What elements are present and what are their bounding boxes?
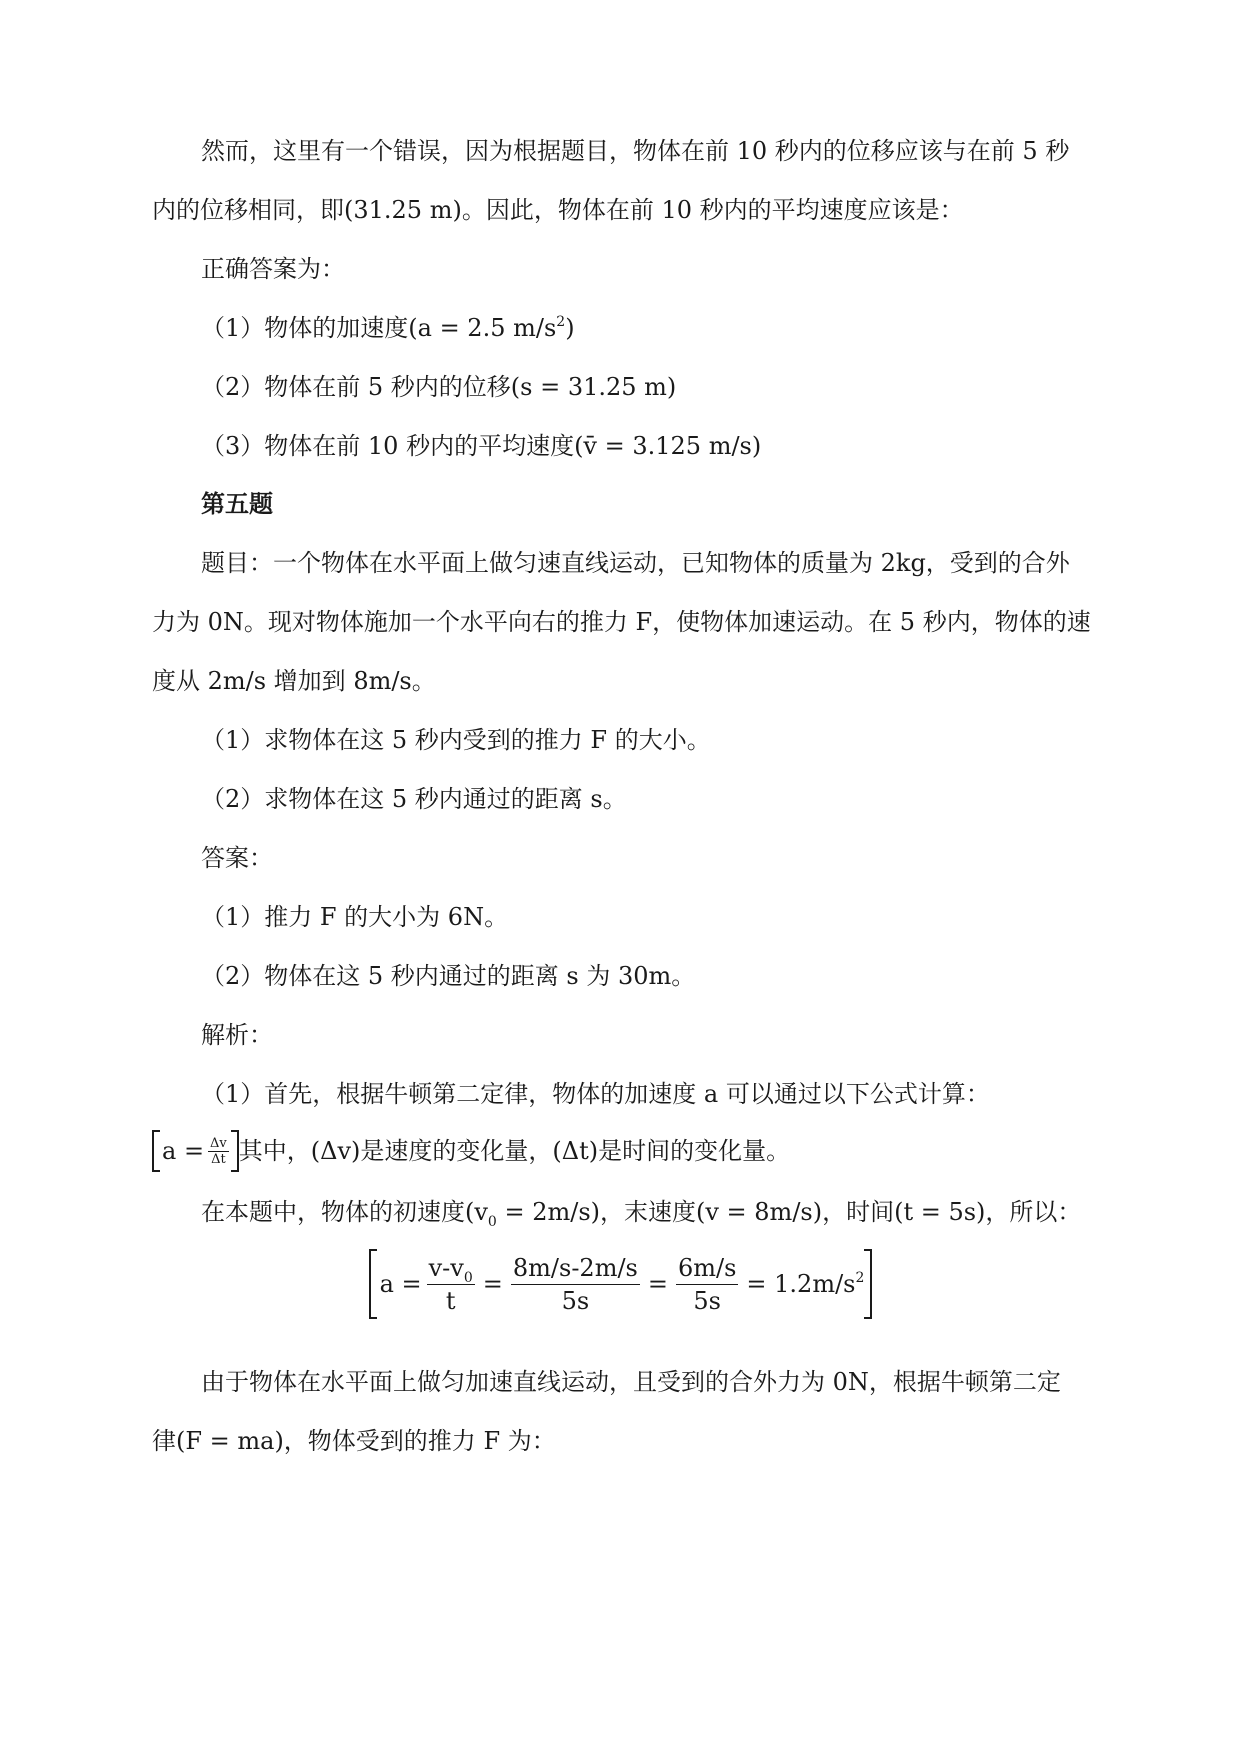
numerator: Δv [210,1135,227,1151]
paragraph-line: 正确答案为： [201,255,345,283]
paragraph-line: 答案： [201,844,273,872]
answer-item: （2）物体在前 5 秒内的位移(s = 31.25 m) [201,373,677,401]
numerator: $v-v_0$ [428,1253,473,1286]
fraction [427,1252,475,1317]
answer-item: （1）推力 F 的大小为 6N。 [201,903,509,931]
question-item: （2）求物体在这 5 秒内通过的距离 s。 [201,785,627,813]
answer-text: （1）物体的加速度(a = 2.5 m/s [201,314,557,342]
answer-item: （2）物体在这 5 秒内通过的距离 s 为 30m。 [201,962,696,990]
paragraph-line: 力为 0N。现对物体施加一个水平向右的推力 F，使物体加速运动。在 5 秒内，物体的速 [152,608,1091,636]
numerator: 6m/s [676,1252,738,1285]
left-bracket [369,1249,377,1319]
formula-lhs: a = [162,1137,205,1165]
paragraph-line: 内的位移相同，即(31.25 m)。因此，物体在前 10 秒内的平均速度应该是： [152,196,964,224]
text: 在本题中，物体的初速度(v [201,1198,488,1226]
paragraph-line: （1）首先，根据牛顿第二定律，物体的加速度 a 可以通过以下公式计算： [201,1080,990,1108]
superscript: 2 [556,314,566,330]
result: = $1.2m/s^2$ [746,1270,865,1298]
fraction [208,1136,229,1167]
paragraph-line: 题目：一个物体在水平面上做匀速直线运动，已知物体的质量为 2kg，受到的合外 [201,549,1070,577]
answer-item: （3）物体在前 10 秒内的平均速度(v̄ = 3.125 m/s) [201,432,762,460]
question-item: （1）求物体在这 5 秒内受到的推力 F 的大小。 [201,726,711,754]
formula-acceleration-calc [0,1244,1241,1324]
formula-acceleration [152,1128,790,1174]
equals-sign: = [647,1270,668,1298]
paragraph-line: 解析： [201,1021,273,1049]
right-bracket [864,1249,872,1319]
denominator: t [445,1286,456,1315]
denominator: 5s [561,1286,590,1315]
paragraph-line [201,1196,1081,1228]
right-bracket [231,1130,239,1172]
equals-sign: = [482,1270,503,1298]
answer-item [201,312,575,344]
answer-text: ) [565,314,575,342]
denominator: 5s [693,1286,721,1315]
paragraph-line: 度从 2m/s 增加到 8m/s。 [152,667,436,695]
left-bracket [152,1130,160,1172]
subscript: 0 [487,1214,497,1230]
numerator: 8m/s-2m/s [511,1252,640,1285]
formula-explanation: 其中，(Δv)是速度的变化量，(Δt)是时间的变化量。 [238,1137,791,1165]
fraction [676,1252,738,1317]
denominator: Δt [211,1151,226,1167]
fraction [511,1252,640,1317]
text: = 2m/s)，末速度(v = 8m/s)，时间(t = 5s)，所以： [496,1198,1082,1226]
paragraph-line: 由于物体在水平面上做匀加速直线运动，且受到的合外力为 0N，根据牛顿第二定 [201,1368,1061,1396]
formula-lhs: a = [379,1270,422,1298]
paragraph-line: 律(F = ma)，物体受到的推力 F 为： [152,1427,556,1455]
section-heading: 第五题 [201,490,273,518]
paragraph-line: 然而，这里有一个错误，因为根据题目，物体在前 10 秒内的位移应该与在前 5 秒 [201,137,1070,165]
